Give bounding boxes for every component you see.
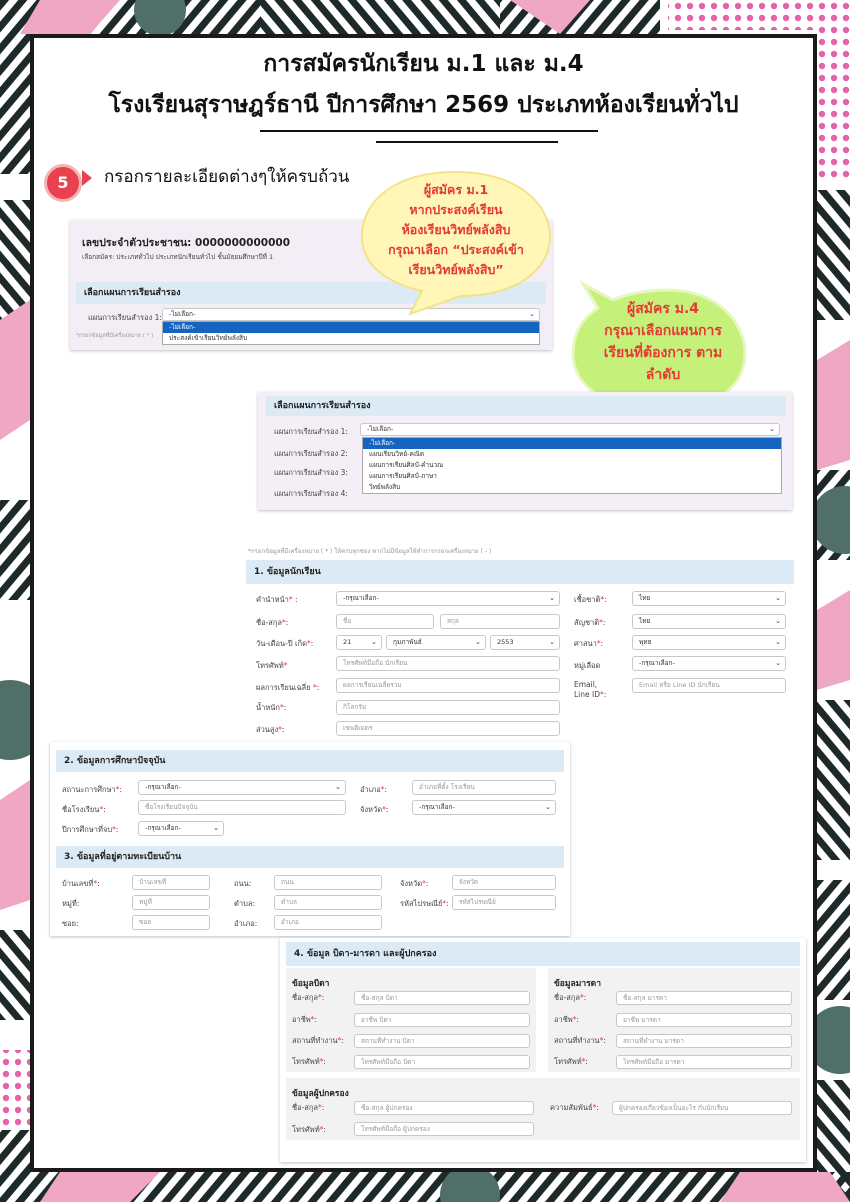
road-label: ถนน:	[234, 879, 252, 888]
step-number-badge: 5	[44, 164, 82, 202]
mother-job-label: อาชีพ*:	[554, 1015, 580, 1024]
step-instruction: กรอกรายละเอียดต่างๆให้ครบถ้วน	[104, 167, 350, 187]
district-label: อำเภอ*:	[360, 785, 388, 794]
guardian-relation-label: ความสัมพันธ์*:	[550, 1103, 599, 1112]
birth-label: วัน-เดือน-ปี เกิด*:	[256, 639, 314, 648]
panel-student-info	[238, 538, 802, 738]
plan1-select[interactable]: -ไม่เลือก- ⌄	[360, 423, 780, 436]
bubble-m4-text: ผู้สมัคร ม.4 กรุณาเลือกแผนการ เรียนที่ต้องการ ตาม ลำดับ	[603, 301, 723, 383]
soi-label: ซอย:	[62, 919, 79, 928]
guardian-title: ข้อมูลผู้ปกครอง	[292, 1089, 349, 1099]
email-label: Email, Line ID*:	[574, 680, 607, 699]
phone-input[interactable]: โทรศัพท์มือถือ นักเรียน	[336, 656, 560, 671]
plan1-label: แผนการเรียนสำรอง 1:	[274, 427, 348, 436]
plan3-label: แผนการเรียนสำรอง 3:	[274, 468, 348, 477]
birth-month-select[interactable]: กุมภาพันธ์ ⌄	[386, 635, 486, 650]
dropdown-option[interactable]: -ไม่เลือก-	[163, 322, 539, 333]
addr-province-label: จังหวัด*:	[400, 879, 429, 888]
nation-select[interactable]: ไทย ⌄	[632, 614, 786, 629]
guardian-relation-input[interactable]: ผู้ปกครองเกี่ยวข้องเป็นอะไร กับนักเรียน	[612, 1101, 792, 1115]
road-input[interactable]: ถนน	[274, 875, 382, 890]
plan1-dropdown	[362, 437, 782, 494]
father-work-label: สถานที่ทำงาน*:	[292, 1036, 344, 1045]
mother-phone-input[interactable]: โทรศัพท์มือถือ มารดา	[616, 1055, 792, 1069]
chevron-down-icon: ⌄	[549, 594, 555, 602]
gpa-input[interactable]: ผลการเรียนเฉลี่ยรวม	[336, 678, 560, 693]
father-phone-input[interactable]: โทรศัพท์มือถือ บิดา	[354, 1055, 530, 1069]
panel-school-info	[50, 742, 570, 936]
chevron-down-icon: ⌄	[775, 594, 781, 602]
last-name-input[interactable]: สกุล	[440, 614, 560, 629]
dropdown-option[interactable]: ประสงค์เข้าเรียนวิทย์พลังสิบ	[169, 334, 248, 342]
page-title: การสมัครนักเรียน ม.1 และ ม.4	[263, 51, 584, 77]
grad-year-label: ปีการศึกษาที่จบ*:	[62, 825, 119, 834]
blood-select[interactable]: -กรุณาเลือก- ⌄	[632, 656, 786, 671]
page-subtitle: โรงเรียนสุราษฎร์ธานี ปีการศึกษา 2569 ประเภทห้องเรียนทั่วไป	[108, 92, 739, 118]
dropdown-option[interactable]: แผนเรียนวิทย์-คณิต	[369, 450, 425, 458]
mother-box	[548, 968, 800, 1072]
step-arrow-icon	[82, 170, 92, 186]
moo-label: หมู่ที่:	[62, 899, 80, 908]
race-select[interactable]: ไทย ⌄	[632, 591, 786, 606]
religion-select[interactable]: พุทธ ⌄	[632, 635, 786, 650]
height-input[interactable]: เซนติเมตร	[336, 721, 560, 736]
house-input[interactable]: บ้านเลขที่	[132, 875, 210, 890]
chevron-down-icon: ⌄	[545, 803, 551, 811]
status-select[interactable]: -กรุณาเลือก- ⌄	[138, 780, 346, 795]
addr-province-input[interactable]: จังหวัด	[452, 875, 556, 890]
section-plan-m1: เลือกแผนการเรียนสำรอง	[76, 282, 546, 304]
father-job-input[interactable]: อาชีพ บิดา	[354, 1013, 530, 1027]
chevron-down-icon: ⌄	[775, 659, 781, 667]
amphoe-label: อำเภอ:	[234, 919, 258, 928]
chevron-down-icon: ⌄	[213, 824, 219, 832]
first-name-input[interactable]: ชื่อ	[336, 614, 434, 629]
email-input[interactable]: Email หรือ Line ID นักเรียน	[632, 678, 786, 693]
section-school: 2. ข้อมูลการศึกษาปัจจุบัน	[56, 750, 564, 772]
chevron-down-icon: ⌄	[529, 310, 535, 318]
blood-label: หมู่เลือด	[574, 661, 601, 670]
weight-label: น้ำหนัก*:	[256, 703, 287, 712]
title-underline	[260, 130, 598, 132]
plan4-label: แผนการเรียนสำรอง 4:	[274, 489, 348, 498]
dropdown-option[interactable]: วิทย์พลังสิบ	[369, 483, 401, 491]
apply-info: เลือกสมัคร: ประเภททั่วไป ประเภทนักเรียนทั่วไป ชั้นมัธยมศึกษาปีที่ 1	[82, 253, 274, 261]
race-label: เชื้อชาติ*:	[574, 595, 607, 604]
district-input[interactable]: อำเภอที่ตั้ง โรงเรียน	[412, 780, 556, 795]
guardian-phone-label: โทรศัพท์*:	[292, 1125, 326, 1134]
father-name-input[interactable]: ชื่อ-สกุล บิดา	[354, 991, 530, 1005]
chevron-down-icon: ⌄	[549, 638, 555, 646]
citizen-id-label: เลขประจำตัวประชาชน: 0000000000000	[82, 237, 291, 249]
father-phone-label: โทรศัพท์*:	[292, 1057, 326, 1066]
plan2-label: แผนการเรียนสำรอง 2:	[274, 449, 348, 458]
father-work-input[interactable]: สถานที่ทำงาน บิดา	[354, 1034, 530, 1048]
phone-label: โทรศัพท์*	[256, 661, 288, 670]
plan1-select[interactable]: -ไม่เลือก- ⌄	[162, 308, 540, 321]
father-title: ข้อมูลบิดา	[292, 979, 330, 989]
section-student: 1. ข้อมูลนักเรียน	[246, 560, 794, 584]
chevron-down-icon: ⌄	[775, 617, 781, 625]
weight-input[interactable]: กิโลกรัม	[336, 700, 560, 715]
required-note: *กรอกข้อมูลที่มีเครื่องหมาย ( * ) ให้ครบทุกช่อง หากไม่มีข้อมูลให้ทำการกรอกเครื่องหมาย ( - )	[248, 548, 492, 555]
prefix-select[interactable]: -กรุณาเลือก- ⌄	[336, 591, 560, 606]
school-name-input[interactable]: ชื่อโรงเรียนปัจจุบัน	[138, 800, 346, 815]
mother-phone-label: โทรศัพท์*:	[554, 1057, 588, 1066]
soi-input[interactable]: ซอย	[132, 915, 210, 930]
panel-parents-info	[280, 938, 806, 1162]
zip-input[interactable]: รหัสไปรษณีย์	[452, 895, 556, 910]
tambon-label: ตำบล:	[234, 899, 255, 908]
status-label: สถานะการศึกษา*:	[62, 785, 123, 794]
section-plan-m4: เลือกแผนการเรียนสำรอง	[266, 396, 786, 416]
chevron-down-icon: ⌄	[769, 425, 775, 433]
father-box	[286, 968, 536, 1072]
section-parents: 4. ข้อมูล บิดา-มารดา และผู้ปกครอง	[286, 942, 800, 966]
prefix-label: คำนำหน้า* :	[256, 595, 298, 604]
nation-label: สัญชาติ*:	[574, 618, 606, 627]
birth-year-select[interactable]: 2553 ⌄	[490, 635, 560, 650]
chevron-down-icon: ⌄	[371, 638, 377, 646]
school-name-label: ชื่อโรงเรียน*:	[62, 805, 106, 814]
father-job-label: อาชีพ*:	[292, 1015, 318, 1024]
gpa-label: ผลการเรียนเฉลี่ย *:	[256, 683, 320, 692]
section-address: 3. ข้อมูลที่อยู่ตามทะเบียนบ้าน	[56, 846, 564, 868]
mother-name-label: ชื่อ-สกุล*:	[554, 993, 587, 1002]
guardian-phone-input[interactable]: โทรศัพท์มือถือ ผู้ปกครอง	[354, 1122, 534, 1136]
religion-label: ศาสนา*:	[574, 639, 604, 648]
dropdown-option[interactable]: -ไม่เลือก-	[363, 438, 781, 449]
chevron-down-icon: ⌄	[475, 638, 481, 646]
guardian-box	[286, 1078, 800, 1140]
grad-year-select[interactable]: -กรุณาเลือก- ⌄	[138, 821, 224, 836]
bubble-m1-text: ผู้สมัคร ม.1 หากประสงค์เรียน ห้องเรียนวิทย์พลังสิบ กรุณาเลือก “ประสงค์เข้า เรียนวิทย์พลังสิบ”	[388, 182, 524, 277]
mother-work-input[interactable]: สถานที่ทำงาน มารดา	[616, 1034, 792, 1048]
plan1-label: แผนการเรียนสำรอง 1:	[88, 313, 162, 322]
dropdown-option[interactable]: แผนการเรียนศิลป์-ภาษา	[369, 472, 437, 480]
birth-day-select[interactable]: 21 ⌄	[336, 635, 382, 650]
guardian-name-input[interactable]: ชื่อ-สกุล ผู้ปกครอง	[354, 1101, 534, 1115]
mother-work-label: สถานที่ทำงาน*:	[554, 1036, 606, 1045]
guardian-name-label: ชื่อ-สกุล*:	[292, 1103, 325, 1112]
title-underline-short	[376, 141, 558, 143]
zip-label: รหัสไปรษณีย์*:	[400, 899, 449, 908]
chevron-down-icon: ⌄	[335, 783, 341, 791]
height-label: ส่วนสูง*:	[256, 725, 285, 734]
name-label: ชื่อ-สกุล*:	[256, 618, 289, 627]
house-label: บ้านเลขที่*:	[62, 879, 100, 888]
chevron-down-icon: ⌄	[775, 638, 781, 646]
dropdown-option[interactable]: แผนการเรียนศิลป์-คำนวณ	[369, 461, 444, 469]
amphoe-input[interactable]: อำเภอ	[274, 915, 382, 930]
province-select[interactable]: -กรุณาเลือก- ⌄	[412, 800, 556, 815]
required-note: *กรอกข้อมูลที่มีเครื่องหมาย ( * )	[76, 333, 154, 339]
tambon-input[interactable]: ตำบล	[274, 895, 382, 910]
father-name-label: ชื่อ-สกุล*:	[292, 993, 325, 1002]
province-label: จังหวัด*:	[360, 805, 389, 814]
moo-input[interactable]: หมู่ที่	[132, 895, 210, 910]
plan1-dropdown	[162, 321, 540, 345]
mother-title: ข้อมูลมารดา	[554, 979, 601, 989]
mother-name-input[interactable]: ชื่อ-สกุล มารดา	[616, 991, 792, 1005]
mother-job-input[interactable]: อาชีพ มารดา	[616, 1013, 792, 1027]
